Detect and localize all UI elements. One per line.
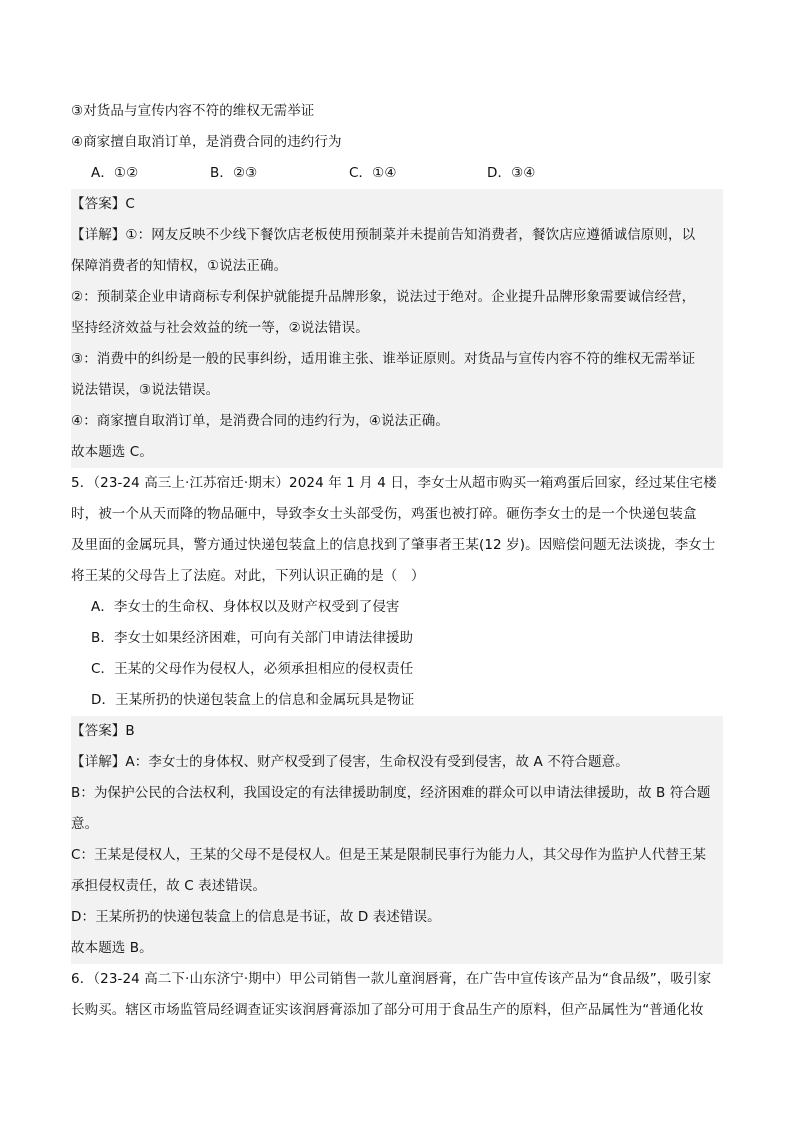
q5-stem-line: 时，被一个从天而降的物品砸中，导致李女士头部受伤，鸡蛋也被打碎。砸伤李女士的是一个快递包装盒	[71, 506, 697, 522]
q5-conclusion: 故本题选 B。	[71, 933, 723, 964]
q5-option-a: A．李女士的生命权、身体权以及财产权受到了侵害	[91, 599, 400, 615]
q5-detail-line: 【详解】A：李女士的身体权、财产权受到了侵害，生命权没有受到侵害，故 A 不符合题意。	[71, 747, 723, 778]
q6-stem-line: 6．（23-24 高二下·山东济宁·期中）甲公司销售一款儿童润唇膏，在广告中宣传该产品为“食品级”，吸引家	[71, 971, 712, 987]
q4-detail-line: ④：商家擅自取消订单，是消费合同的违约行为，④说法正确。	[71, 406, 723, 437]
q4-statement-4: ④商家擅自取消订单，是消费合同的违约行为	[71, 134, 342, 150]
document-content	[71, 96, 723, 1026]
q5-detail-line: B：为保护公民的合法权利，我国设定的有法律援助制度，经济困难的群众可以申请法律援助，故 B 符合题	[71, 778, 723, 809]
q4-option-b: B．②③	[210, 165, 258, 181]
q5-stem-line: 5．（23-24 高三上·江苏宿迁·期末）2024 年 1 月 4 日，李女士从超市购买一箱鸡蛋后回家，经过某住宅楼	[71, 475, 717, 491]
q4-answer: 【答案】C	[71, 189, 723, 220]
q4-option-a: A．①②	[91, 165, 139, 181]
q4-options	[71, 158, 723, 189]
q4-detail-line: 保障消费者的知情权，①说法正确。	[71, 251, 723, 282]
q5-detail-line: 意。	[71, 809, 723, 840]
q5-stem-line: 及里面的金属玩具，警方通过快递包装盒上的信息找到了肇事者王某(12 岁)。因赔偿问题无法谈拢，李女士	[71, 537, 716, 553]
q4-option-d: D．③④	[487, 165, 536, 181]
q4-detail-line: ②：预制菜企业申请商标专利保护就能提升品牌形象，说法过于绝对。企业提升品牌形象需要诚信经营，	[71, 282, 723, 313]
q4-detail-line: 坚持经济效益与社会效益的统一等，②说法错误。	[71, 313, 723, 344]
q6-stem-line: 长购买。辖区市场监管局经调查证实该润唇膏添加了部分可用于食品生产的原料，但产品属性为“普通化妆	[71, 1002, 704, 1018]
q5-option-d: D．王某所扔的快递包装盒上的信息和金属玩具是物证	[91, 692, 415, 708]
q4-statement-3: ③对货品与宣传内容不符的维权无需举证	[71, 103, 315, 119]
q5-option-b: B．李女士如果经济困难，可向有关部门申请法律援助	[91, 630, 414, 646]
q4-detail-line: 【详解】①：网友反映不少线下餐饮店老板使用预制菜并未提前告知消费者，餐饮店应遵循诚信原则，以	[71, 220, 723, 251]
q4-option-c: C．①④	[349, 165, 397, 181]
q5-detail-line: 承担侵权责任，故 C 表述错误。	[71, 871, 723, 902]
q4-conclusion: 故本题选 C。	[71, 437, 723, 468]
q5-answer: 【答案】B	[71, 716, 723, 747]
q4-detail-line: ③：消费中的纠纷是一般的民事纠纷，适用谁主张、谁举证原则。对货品与宣传内容不符的维权无需举证	[71, 344, 723, 375]
q5-option-c: C．王某的父母作为侵权人，必须承担相应的侵权责任	[91, 661, 414, 677]
q5-stem-line: 将王某的父母告上了法庭。对此，下列认识正确的是（ ）	[71, 568, 425, 584]
q4-detail-line: 说法错误，③说法错误。	[71, 375, 723, 406]
q5-detail-line: C：王某是侵权人，王某的父母不是侵权人。但是王某是限制民事行为能力人，其父母作为监护人代替王某	[71, 840, 723, 871]
q5-detail-line: D：王某所扔的快递包装盒上的信息是书证，故 D 表述错误。	[71, 902, 723, 933]
